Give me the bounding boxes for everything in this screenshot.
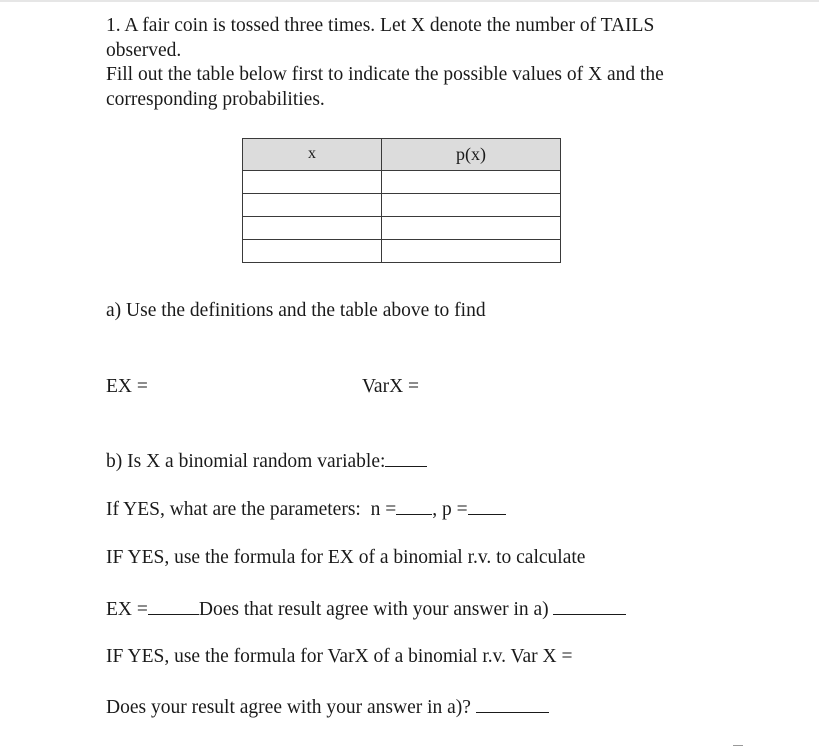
table-row: [243, 194, 561, 217]
final-agree-line: [106, 694, 549, 721]
intro-line-1: 1. A fair coin is tossed three times. Let X denote the number of TAILS: [106, 15, 655, 36]
parameters-line: [106, 496, 506, 523]
cell-x[interactable]: [243, 217, 382, 240]
probability-table: [242, 138, 561, 263]
table-row: [243, 240, 561, 263]
comma: ,: [432, 499, 438, 520]
cell-px[interactable]: [382, 194, 561, 217]
cell-x[interactable]: [243, 194, 382, 217]
part-a-ex-label: EX =: [106, 376, 148, 397]
intro-line-4: corresponding probabilities.: [106, 88, 325, 110]
binomial-ex-label: EX =: [106, 599, 148, 620]
part-b-question: [106, 448, 427, 475]
p-answer-blank[interactable]: [468, 496, 506, 515]
final-agree-blank[interactable]: [476, 694, 549, 713]
p-label: p =: [441, 499, 468, 520]
page-corner-mark: [733, 745, 743, 746]
column-header-x: x: [243, 139, 382, 171]
cell-px[interactable]: [382, 171, 561, 194]
part-a-varx-label: VarX =: [362, 376, 420, 397]
binomial-ex-blank[interactable]: [148, 596, 199, 615]
table-header-row: [243, 139, 561, 171]
intro-line-2: observed.: [106, 39, 182, 61]
table-row: [243, 171, 561, 194]
column-header-px: p(x): [382, 139, 561, 171]
table-row: [243, 217, 561, 240]
formula-ex-instruction: IF YES, use the formula for EX of a binomial r.v. to calculate: [106, 547, 586, 568]
n-label: n =: [370, 499, 397, 520]
part-a-prompt: a) Use the definitions and the table above to find: [106, 300, 486, 321]
problem-intro: [106, 14, 766, 112]
final-agree-question: Does your result agree with your answer in a)?: [106, 697, 471, 718]
cell-px[interactable]: [382, 217, 561, 240]
intro-line-3: Fill out the table below first to indicate the possible values of X and the: [106, 64, 664, 85]
n-answer-blank[interactable]: [396, 496, 432, 515]
parameters-text: If YES, what are the parameters:: [106, 499, 361, 520]
cell-x[interactable]: [243, 240, 382, 263]
binomial-ex-line: [106, 596, 626, 623]
formula-var-instruction: IF YES, use the formula for VarX of a binomial r.v. Var X =: [106, 646, 573, 667]
page-top-edge: [0, 0, 819, 2]
cell-x[interactable]: [243, 171, 382, 194]
cell-px[interactable]: [382, 240, 561, 263]
binomial-answer-blank[interactable]: [385, 448, 427, 467]
agree-question: Does that result agree with your answer in a): [198, 599, 549, 620]
binomial-question-text: b) Is X a binomial random variable:: [106, 451, 386, 472]
agree-answer-blank[interactable]: [553, 596, 626, 615]
